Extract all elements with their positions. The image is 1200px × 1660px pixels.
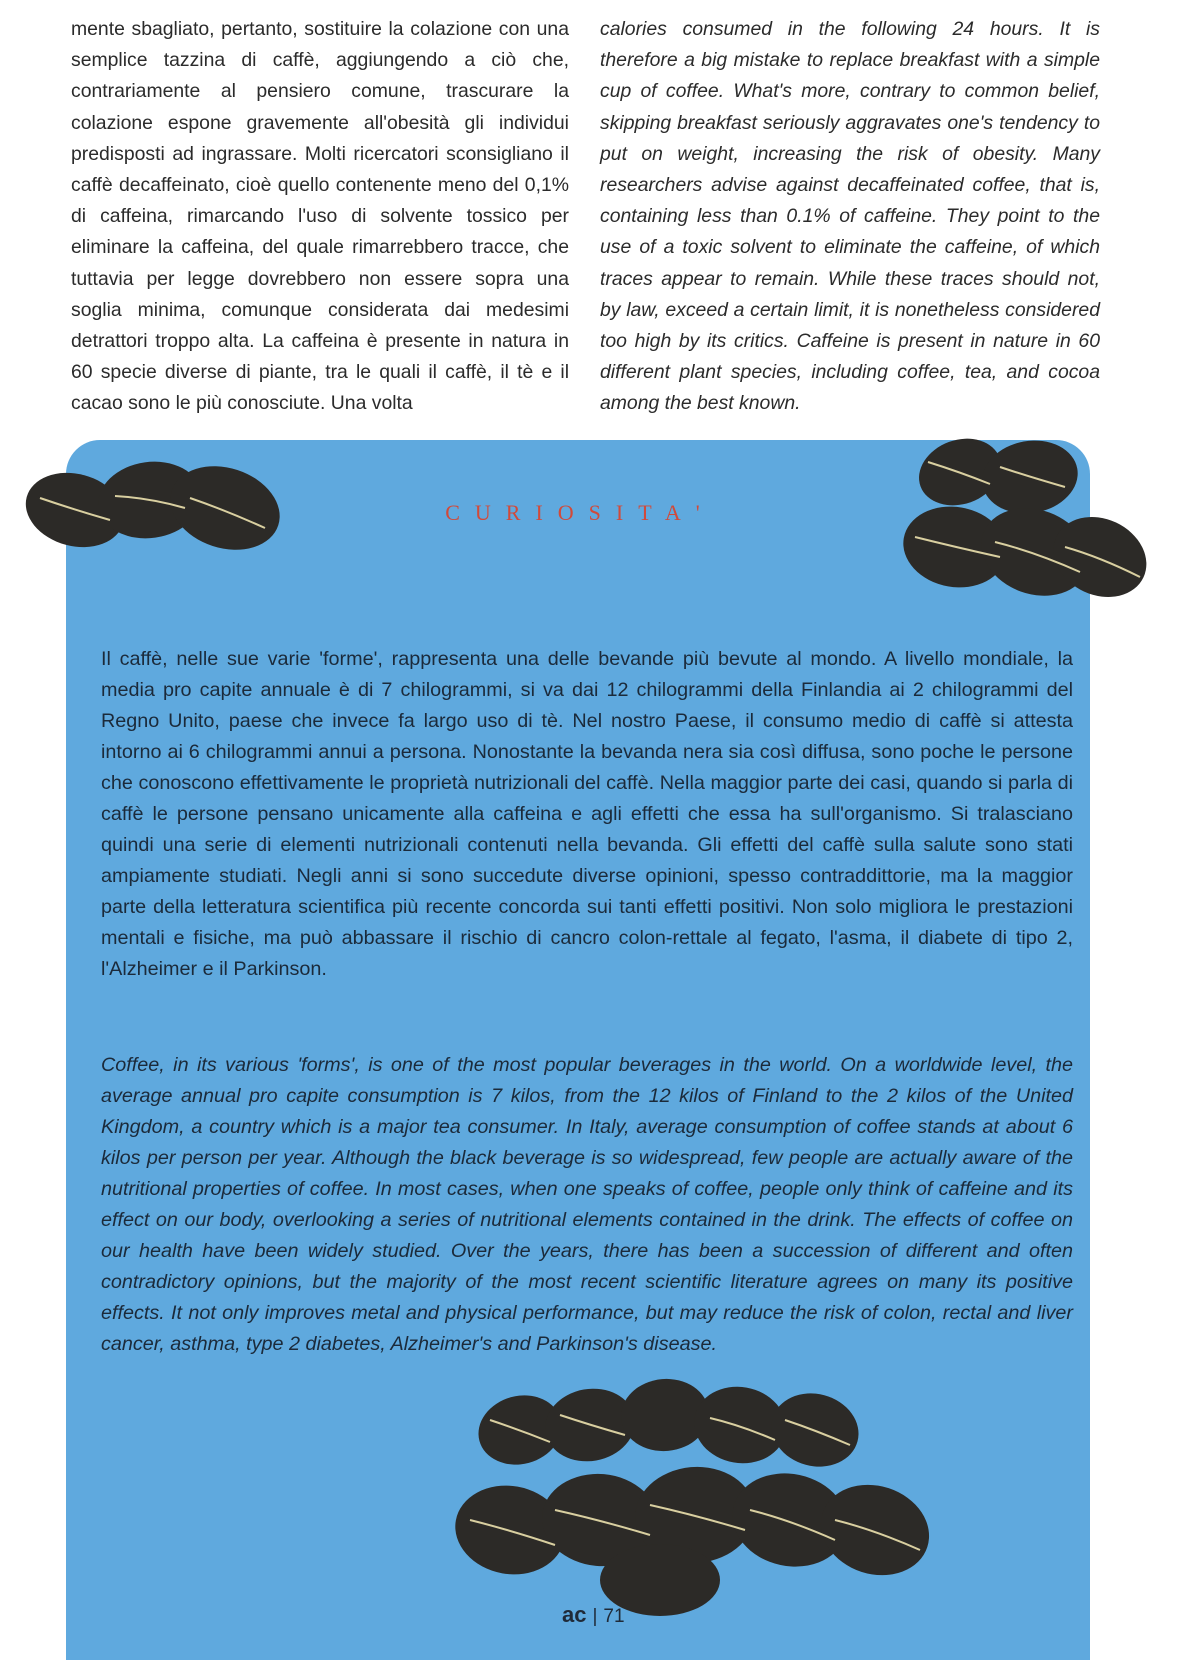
footer-separator: | [592, 1606, 598, 1627]
column-italian: mente sbagliato, pertanto, sostituire la colazione con una semplice tazzina di caffè, aggiungendo a ciò che, contrariamente al pensiero comune, trascurare la colazione espone gravemente all'obesità gli individui predisposti ad ingrassare. Molti ricercatori sconsigliano il caffè decaffeinato, cioè quello contenente meno del 0,1% di caffeina, rimarcando l'uso di solvente tossico per eliminare la caffeina, del quale rimarrebbero tracce, che tuttavia per legge dovrebbero non essere sopra una soglia minima, comunque considerata dai medesimi detrattori troppo alta. La caffeina è presente in natura in 60 specie diverse di piante, tra le quali il caffè, il tè e il cacao sono le più conosciute. Una volta [71, 18, 569, 415]
box-text-english: Coffee, in its various 'forms', is one of the most popular beverages in the world. On a worldwide level, the average annual pro capite consumption is 7 kilos, from the 12 kilos of Finland to the 2 kilos of the United Kingdom, a country which is a major tea consumer. In Italy, average consumption of coffee stands at about 6 kilos per person per year. Although the black beverage is so widespread, few people are actually aware of the nutritional properties of coffee. In most cases, when one speaks of coffee, people only think of caffeine and its effect on our body, overlooking a series of nutritional elements contained in the drink. The effects of coffee on our health have been widely studied. Over the years, there has been a succession of different and often contradictory opinions, but the majority of the most recent scientific literature agrees on many its positive effects. It not only improves metal and physical performance, but may reduce the risk of colon, rectal and liver cancer, asthma, type 2 diabetes, Alzheimer's and Parkinson's disease. [101, 1054, 1073, 1355]
column-english: calories consumed in the following 24 hours. It is therefore a big mistake to replace breakfast with a simple cup of coffee. What's more, contrary to common belief, skipping breakfast seriously aggravates one's tendency to put on weight, increasing the risk of obesity. Many researchers advise against decaffeinated coffee, that is, containing less than 0.1% of caffeine. They point to the use of a toxic solvent to eliminate the caffeine, of which traces appear to remain. While these traces should not, by law, exceed a certain limit, it is nonetheless considered too high by its critics. Caffeine is present in nature in 60 different plant species, including coffee, tea, and cocoa among the best known. [600, 18, 1100, 415]
coffee-beans-top-left [20, 448, 285, 558]
box-title: CURIOSITA' [445, 500, 715, 525]
page-footer [562, 1602, 625, 1628]
page-number: 71 [603, 1606, 625, 1627]
coffee-beans-top-right [900, 432, 1160, 617]
magazine-logo: ac [562, 1602, 587, 1627]
coffee-beans-bottom-center [450, 1370, 940, 1620]
box-text-italian: Il caffè, nelle sue varie 'forme', rappresenta una delle bevande più bevute al mondo. A livello mondiale, la media pro capite annuale è di 7 chilogrammi, si va dai 12 chilogrammi della Finlandia ai 2 chilogrammi del Regno Unito, paese che invece fa largo uso di tè. Nel nostro Paese, il consumo medio di caffè si attesta intorno ai 6 chilogrammi annui a persona. Nonostante la bevanda nera sia così diffusa, sono poche le persone che conoscono effettivamente le proprietà nutrizionali del caffè. Nella maggior parte dei casi, quando si parla di caffè le persone pensano unicamente alla caffeina e agli effetti che essa ha sull'organismo. Si tralasciano quindi una serie di elementi nutrizionali contenuti nella bevanda. Gli effetti del caffè sulla salute sono stati ampiamente studiati. Negli anni si sono succedute diverse opinioni, spesso contraddittorie, ma la maggior parte della letteratura scientifica più recente concorda sui tanti effetti positivi. Non solo migliora le prestazioni mentali e fisiche, ma può abbassare il rischio di cancro colon-rettale al fegato, l'asma, il diabete di tipo 2, l'Alzheimer e il Parkinson. [101, 648, 1073, 980]
